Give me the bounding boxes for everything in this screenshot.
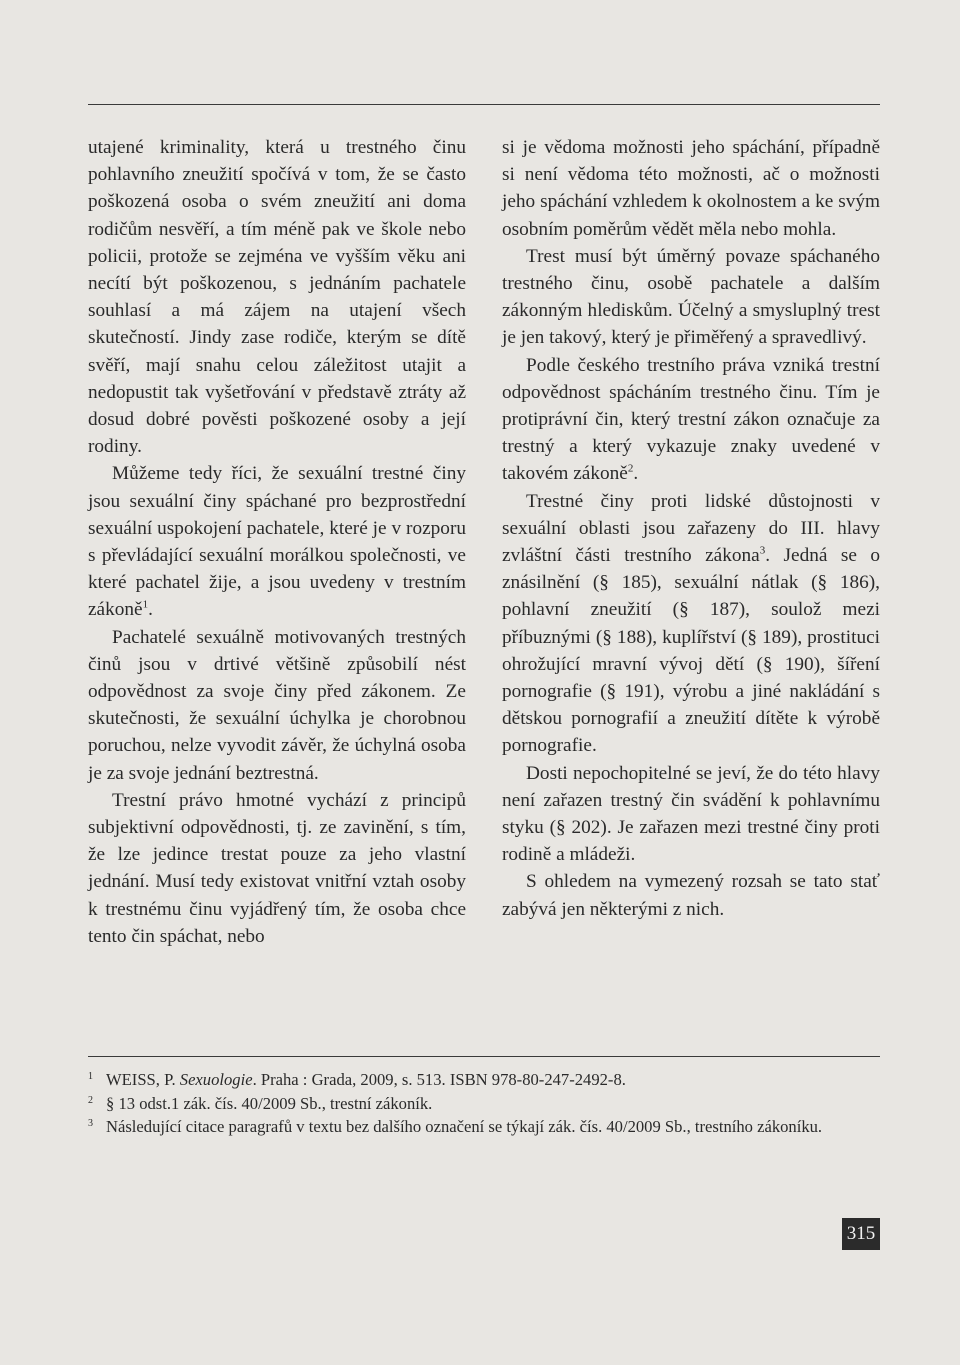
footnote-ref: 2 bbox=[627, 463, 634, 476]
footnote-ref: 1 bbox=[142, 599, 149, 612]
footnote-mark: 1 bbox=[88, 1071, 93, 1082]
page-number: 315 bbox=[842, 1218, 880, 1250]
paragraph: Dosti nepochopitelné se jeví, že do této hlavy není zařazen trestný čin svádění k pohlavnímu styku (§ 202). Je zařazen mezi trestné činy proti rodině a mládeži. bbox=[502, 762, 880, 866]
paragraph: Pachatelé sexuálně motivovaných trestných činů jsou v drtivé většině způsobilí nést odpovědnost za svoje činy před zákonem. Ze skutečnosti, že sexuální úchylka je chorobnou poruchou, nelze vyvodit závěr, že úchylná osoba je za svoje jednání beztrestná. bbox=[88, 626, 466, 784]
paragraph bbox=[502, 488, 880, 760]
footnote-title: Sexuologie bbox=[179, 1070, 253, 1089]
footnote-text-pre: WEISS, P. bbox=[106, 1070, 180, 1089]
footnote-text bbox=[106, 1068, 880, 1092]
footnote-text: § 13 odst.1 zák. čís. 40/2009 Sb., trestní zákoník. bbox=[106, 1093, 433, 1113]
paragraph-text: Podle českého trestního práva vzniká trestní odpovědnost spácháním trestného činu. Tím je protiprávní čin, který trestní zákon označuje za trestný a který vykazuje znaky uvedené v takovém zákoně bbox=[502, 354, 880, 485]
footnote-ref: 3 bbox=[759, 544, 766, 557]
footnote bbox=[88, 1092, 880, 1116]
footnote bbox=[88, 1068, 880, 1092]
paragraph: Trestní právo hmotné vychází z principů subjektivní odpovědnosti, tj. ze zavinění, s tím, že lze jedince trestat pouze za jeho vlastní jednání. Musí tedy existovat vnitřní vztah osoby k trestnému činu vyjádřený tím, že osoba chce tento čin spáchat, nebo bbox=[88, 789, 466, 947]
footnote-text: Následující citace paragrafů v textu bez dalšího označení se týkají zák. čís. 40/2009 Sb., trestního zákoníku. bbox=[106, 1117, 823, 1136]
paragraph-text: Trestné činy proti lidské důstojnosti v sexuální oblasti jsou zařazeny do III. hlavy zvláštní části trestního zákona bbox=[502, 490, 880, 567]
footnotes bbox=[88, 1068, 880, 1139]
paragraph-text: Můžeme tedy říci, že sexuální trestné činy jsou sexuální činy spáchané pro bezprostřední sexuální uspokojení pachatele, které je v rozporu s převládající sexuální morálkou společnosti, ve které pachatel žije, a jsou uvedeny v trestním zákoně bbox=[88, 463, 466, 621]
footnote-text-post: . Praha : Grada, 2009, s. 513. ISBN 978-80-247-2492-8. bbox=[252, 1070, 626, 1089]
left-column bbox=[88, 134, 466, 950]
paragraph bbox=[502, 352, 880, 488]
header-rule bbox=[88, 104, 880, 105]
paragraph-end: . Jedná se o znásilnění (§ 185), sexuální nátlak (§ 186), pohlavní zneužití (§ 187), soulož mezi příbuznými (§ 188), kuplířství (§ 189), prostituci ohrožující mravní vývoj dětí (§ 190), šíření pornografie (§ 191), výrobu a jiné nakládání s dětskou pornografií a zneužití dítěte k výrobě pornografie. bbox=[502, 545, 881, 757]
paragraph bbox=[88, 460, 466, 623]
paragraph: S ohledem na vymezený rozsah se tato stať zabývá jen některými z nich. bbox=[502, 871, 880, 920]
paragraph-end: . bbox=[148, 599, 153, 621]
paragraph: utajené kriminality, která u trestného činu pohlavního zneužití spočívá v tom, že se často poškozená osoba o svém zneužití ani doma rodičům nesvěří, a tím méně pak ve škole nebo policii, protože se zejména ve vyšším věku ani necítí být poškozenou, s jednáním pachatele souhlasí a má zájem na utajení všech skutečností. Jindy zase rodiče, kterým se dítě svěří, mají snahu celou záležitost utajit a nedopustit tak vyšetřování v představě ztráty až dosud dobré pověsti poškozené osoby a její rodiny. bbox=[88, 137, 466, 458]
footnote-mark: 3 bbox=[88, 1118, 93, 1129]
paragraph: si je vědoma možnosti jeho spáchání, případně si není vědoma této možnosti, ač o možnosti jeho spáchání vzhledem k okolnostem a ke svým osobním poměrům vědět měla nebo mohla. bbox=[502, 137, 880, 240]
footnote-rule bbox=[88, 1056, 880, 1057]
paragraph: Trest musí být úměrný povaze spáchaného trestného činu, osobě pachatele a dalším zákonným hlediskům. Účelný a smysluplný trest je jen takový, který je přiměřený a spravedlivý. bbox=[502, 245, 880, 349]
footnote-mark: 2 bbox=[88, 1094, 93, 1106]
footnote bbox=[88, 1115, 880, 1139]
right-column bbox=[502, 134, 880, 923]
paragraph-end: . bbox=[633, 463, 639, 485]
